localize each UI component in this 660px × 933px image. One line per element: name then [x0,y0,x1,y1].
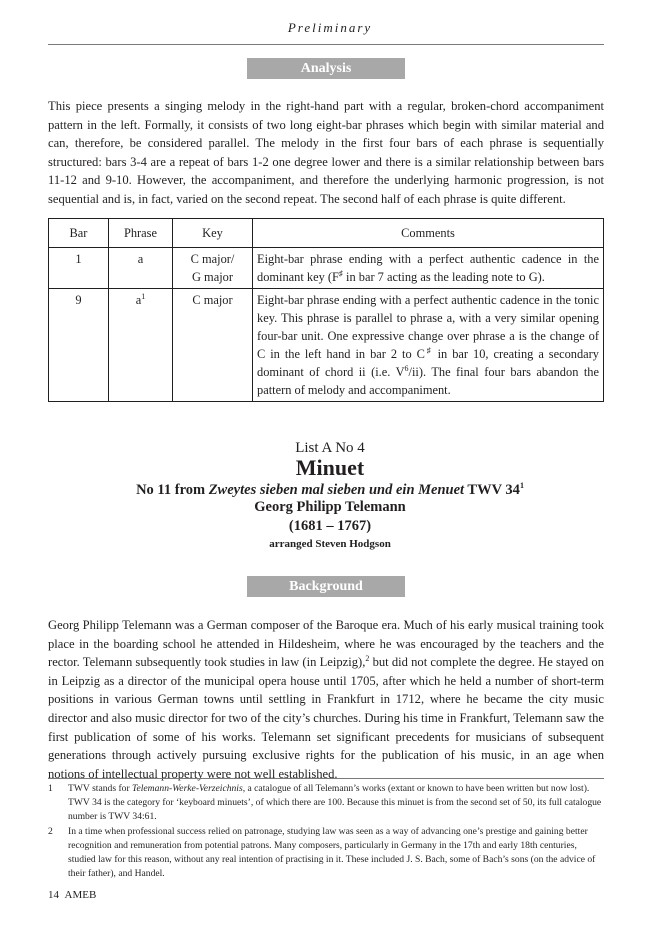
header-bar: Bar [49,219,109,248]
analysis-paragraph: This piece presents a singing melody in the right-hand part with a regular, broken-chord accompaniment pattern in the left. Formally, it consists of two long eight-bar phrases which begin with similar material and can, therefore, be considered parallel. The melody in the first four bars of each phrase is sequentially structured: bars 3-4 are a repeat of bars 1-2 one degree lower and there is a similar relationship between bars 11-12 and 9-10. However, the accompaniment, and therefore the underlying harmonic progression, is not sequential and is, in fact, varied on the second repeat. The second half of each phrase is quite different. [48,99,604,206]
cell-key: C major [173,289,253,402]
header-phrase: Phrase [109,219,173,248]
header-comments: Comments [253,219,604,248]
table-header-row [49,219,604,248]
footnotes [48,782,604,881]
cell-comment: Eight-bar phrase ending with a perfect authentic cadence in the dominant key (F♯ in bar 7 acting as the leading note to G). [253,248,604,289]
footnote: 1 TWV stands for Telemann-Werke-Verzeichnis, a catalogue of all Telemann’s works (extant or known to have been written but now lost). TWV 34 is the category for ‘keyboard minuets’, of which there are 100. Because this minuet is from the second set of 50, its full catalogue number is TWV 34:61. [48,783,602,823]
composer-name: Georg Philipp Telemann [254,499,406,515]
page-footer [48,889,96,901]
cell-phrase: $a^1$ [109,289,173,402]
analysis-table [48,218,604,402]
header-rule [48,44,604,45]
analysis-heading: Analysis [247,58,405,79]
background-heading: Background [247,576,405,597]
publisher: AMEB [64,889,97,901]
footnote: 2 In a time when professional success relied on patronage, studying law was seen as a way of advancing one’s prestige and gaining better recognition and remuneration from potential patrons. Many composers, particularly in Germany in the 17th and early 18th centuries, studied law for this reason, without any real intention of practising in it. These included J. S. Bach, some of Bach’s sons (on the advice of their father), and Handel. [48,825,596,880]
header-key: Key [173,219,253,248]
table-row [49,248,604,289]
cell-phrase: a [109,248,173,289]
table-row [49,289,604,402]
cell-bar: 9 [49,289,109,402]
cell-key: C major/ G major [173,248,253,289]
piece-subtitle: No 11 from Zweytes sieben mal sieben und ein Menuet TWV $34^1$ [136,481,524,498]
page-number: 14 [48,889,59,901]
footnote-number: 2 [48,825,53,837]
piece-title: Minuet [295,455,365,480]
footnote-rule [48,778,604,779]
arranger: arranged Steven Hodgson [269,538,391,550]
running-head: Preliminary [287,20,373,35]
cell-bar: 1 [49,248,109,289]
cell-comment: Eight-bar phrase ending with a perfect authentic cadence in the tonic key. This phrase is parallel to phrase a, with a very similar opening four-bar unit. One expressive change over phrase a is the change of C in the left hand in bar 2 to C♯ in bar 10, creating a secondary dominant of chord ii (i.e. $V^6/ii$). The final four bars abandon the pattern of melody and accompaniment. [253,289,604,402]
composer-dates: (1681 – 1767) [288,518,372,534]
list-number: List A No 4 [295,440,365,456]
background-paragraph: Georg Philipp Telemann was a German composer of the Baroque era. Much of his early musical training took place in the boarding school he attended in Hildesheim, where he was encouraged by the teachers and the rector. Telemann subsequently took studies in law (in Leipzig),$^2$ but did not complete the degree. He stayed on in Leipzig as a director of the municipal opera house until 1705, after which he held a number of short-term positions in various German towns until settling in Frankfurt in 1712, where he became the city music director and also music director for two of the city’s churches. During his time in Frankfurt, Telemann saw the first publication of some of his works. Telemann set significant precedents for musicians of subsequent generations through actively pursuing exclusive rights for the publication of his music, in an age when notions of intellectual property were not well established. [48,618,604,781]
footnote-number: 1 [48,783,53,794]
